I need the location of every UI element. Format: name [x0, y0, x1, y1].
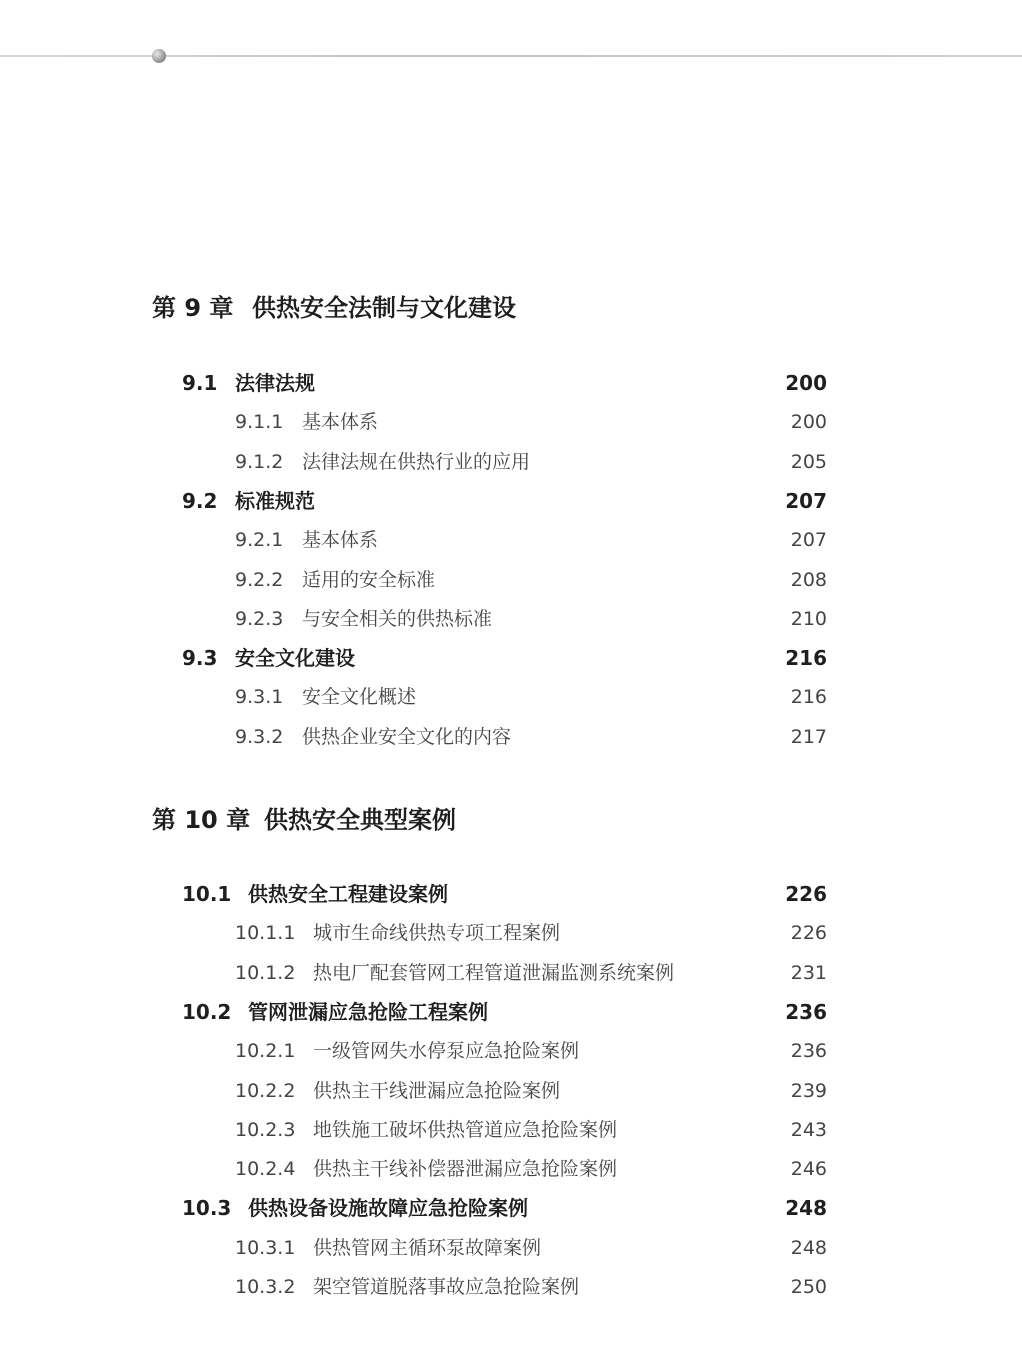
toc-entry-title: 供热安全工程建设案例 [248, 882, 448, 906]
toc-subsection-row[interactable] [0, 447, 1022, 477]
chapter-number: 第 10 章 [152, 806, 251, 834]
toc-entry-number: 10.2.2 [235, 1080, 296, 1102]
toc-entry-title: 法律法规 [235, 371, 315, 395]
toc-section-row[interactable] [0, 486, 1022, 516]
toc-page-number: 236 [785, 1000, 827, 1024]
toc-entry-title: 与安全相关的供热标准 [302, 608, 493, 630]
toc-entry-title: 地铁施工破坏供热管道应急抢险案例 [313, 1119, 618, 1141]
toc-entry-title: 适用的安全标准 [302, 569, 436, 591]
toc-subsection-row[interactable] [0, 1154, 1022, 1184]
toc-page-number: 248 [790, 1237, 827, 1259]
toc-page-number: 236 [790, 1040, 827, 1062]
toc-entry-title: 标准规范 [235, 489, 315, 513]
toc-entry-number: 9.3.1 [235, 686, 284, 708]
toc-entry-number: 9.3.2 [235, 726, 284, 748]
toc-entry-title: 安全文化概述 [302, 686, 417, 708]
toc-section-row[interactable] [0, 368, 1022, 398]
toc-entry-number: 9.2.2 [235, 569, 284, 591]
toc-subsection-row[interactable] [0, 682, 1022, 712]
chapter-number: 第 9 章 [152, 294, 234, 322]
toc-page-number: 210 [790, 608, 827, 630]
toc-entry-title: 热电厂配套管网工程管道泄漏监测系统案例 [313, 962, 675, 984]
toc-subsection-row[interactable] [0, 1076, 1022, 1106]
toc-page-number: 216 [790, 686, 827, 708]
toc-entry-title: 架空管道脱落事故应急抢险案例 [313, 1276, 580, 1298]
toc-page-number: 207 [790, 529, 827, 551]
toc-entry-title: 供热主干线补偿器泄漏应急抢险案例 [313, 1158, 618, 1180]
toc-subsection-row[interactable] [0, 407, 1022, 437]
toc-section-row[interactable] [0, 643, 1022, 673]
header-bullet-dot [152, 49, 166, 63]
toc-page-number: 231 [790, 962, 827, 984]
toc-page-number: 250 [790, 1276, 827, 1298]
toc-entry-title: 基本体系 [302, 411, 379, 433]
toc-entry-number: 10.2 [182, 1000, 232, 1024]
toc-subsection-row[interactable] [0, 1115, 1022, 1145]
toc-entry-number: 9.2.3 [235, 608, 284, 630]
chapter-title: 供热安全法制与文化建设 [252, 294, 516, 322]
toc-page-number: 208 [790, 569, 827, 591]
toc-entry-number: 9.1.1 [235, 411, 284, 433]
toc-section-row[interactable] [0, 997, 1022, 1027]
toc-entry-title: 一级管网失水停泵应急抢险案例 [313, 1040, 580, 1062]
toc-entry-number: 10.1.1 [235, 922, 296, 944]
toc-entry-number: 9.2 [182, 489, 218, 513]
toc-subsection-row[interactable] [0, 1036, 1022, 1066]
toc-entry-number: 10.1 [182, 882, 232, 906]
toc-entry-title: 城市生命线供热专项工程案例 [313, 922, 561, 944]
toc-entry-number: 10.3.2 [235, 1276, 296, 1298]
toc-entry-number: 9.1.2 [235, 451, 284, 473]
toc-entry-title: 基本体系 [302, 529, 379, 551]
toc-entry-title: 法律法规在供热行业的应用 [302, 451, 531, 473]
toc-subsection-row[interactable] [0, 722, 1022, 752]
toc-subsection-row[interactable] [0, 604, 1022, 634]
toc-subsection-row[interactable] [0, 1272, 1022, 1302]
toc-entry-title: 供热管网主循环泵故障案例 [313, 1237, 542, 1259]
chapter-heading [152, 800, 456, 835]
toc-page-number: 207 [785, 489, 827, 513]
toc-subsection-row[interactable] [0, 565, 1022, 595]
toc-subsection-row[interactable] [0, 958, 1022, 988]
toc-page-number: 200 [790, 411, 827, 433]
toc-page-number: 200 [785, 371, 827, 395]
toc-page-number: 217 [790, 726, 827, 748]
toc-subsection-row[interactable] [0, 918, 1022, 948]
toc-entry-number: 9.2.1 [235, 529, 284, 551]
toc-page-number: 216 [785, 646, 827, 670]
toc-entry-title: 供热企业安全文化的内容 [302, 726, 512, 748]
toc-page-number: 246 [790, 1158, 827, 1180]
toc-page-number: 226 [785, 882, 827, 906]
toc-entry-number: 9.1 [182, 371, 218, 395]
toc-page-number: 248 [785, 1196, 827, 1220]
toc-section-row[interactable] [0, 1193, 1022, 1223]
toc-page-number: 226 [790, 922, 827, 944]
toc-subsection-row[interactable] [0, 1233, 1022, 1263]
toc-entry-title: 管网泄漏应急抢险工程案例 [248, 1000, 488, 1024]
toc-entry-number: 9.3 [182, 646, 218, 670]
chapter-title: 供热安全典型案例 [264, 806, 456, 834]
toc-entry-title: 安全文化建设 [235, 646, 355, 670]
chapter-heading [152, 288, 516, 323]
toc-entry-number: 10.2.1 [235, 1040, 296, 1062]
toc-entry-number: 10.2.3 [235, 1119, 296, 1141]
toc-section-row[interactable] [0, 879, 1022, 909]
toc-page-number: 239 [790, 1080, 827, 1102]
toc-entry-number: 10.2.4 [235, 1158, 296, 1180]
toc-entry-number: 10.1.2 [235, 962, 296, 984]
toc-page-number: 205 [790, 451, 827, 473]
toc-subsection-row[interactable] [0, 525, 1022, 555]
toc-entry-title: 供热设备设施故障应急抢险案例 [248, 1196, 528, 1220]
toc-entry-title: 供热主干线泄漏应急抢险案例 [313, 1080, 561, 1102]
toc-entry-number: 10.3.1 [235, 1237, 296, 1259]
toc-entry-number: 10.3 [182, 1196, 232, 1220]
toc-page-number: 243 [790, 1119, 827, 1141]
